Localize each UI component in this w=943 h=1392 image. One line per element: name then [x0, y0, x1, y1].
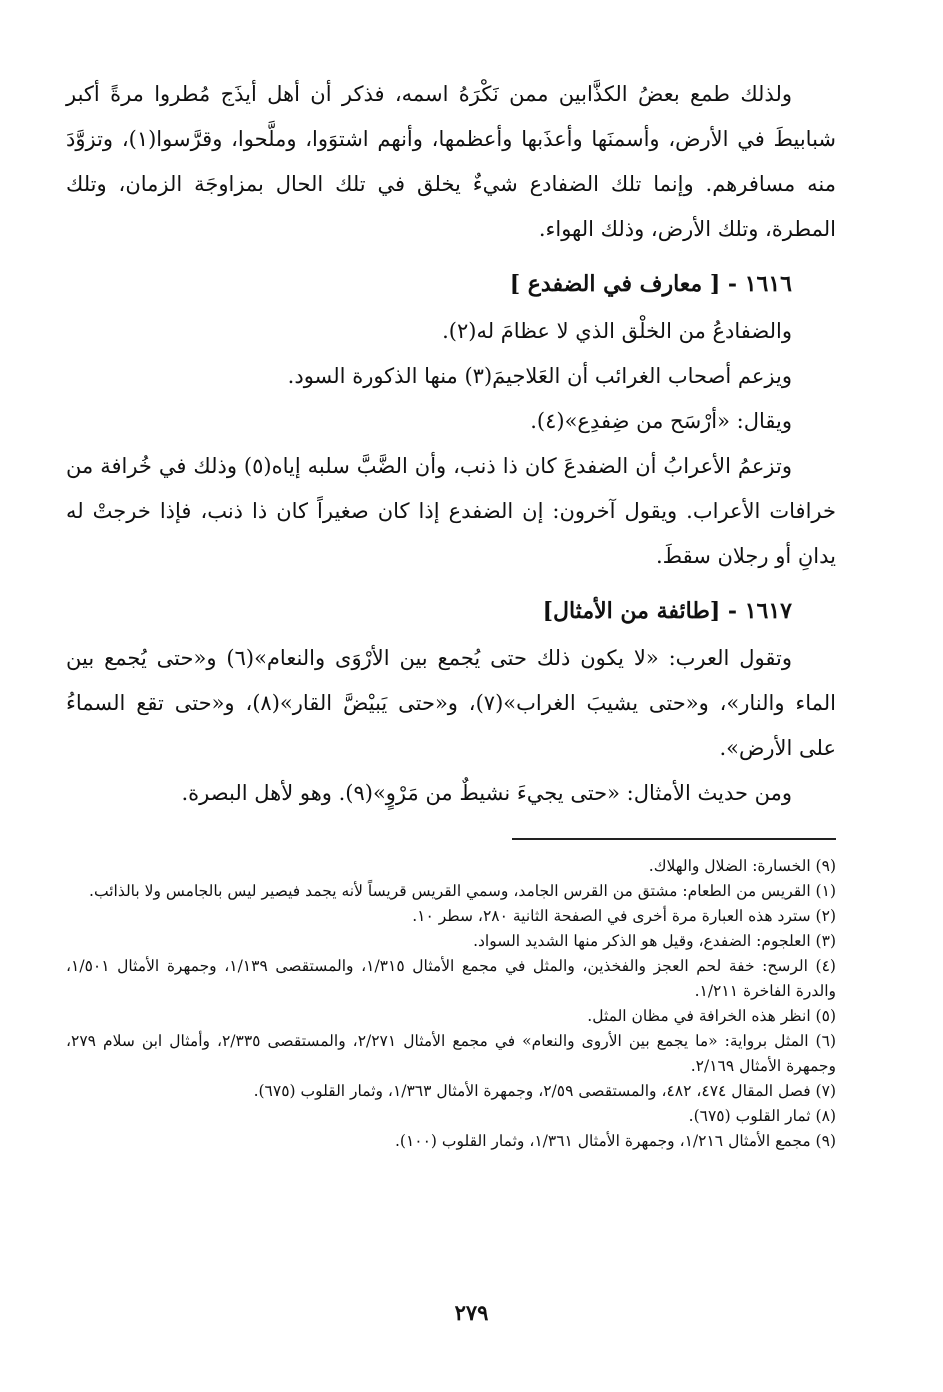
heading-1616: ١٦١٦ - [ معارف في الضفدع ] [509, 271, 792, 297]
paragraph-1616-2: ويزعم أصحاب الغرائب أن العَلاجيمَ(٣) منها الذكورة السود. [287, 364, 792, 388]
footnote: (٩) مجمع الأمثال ١/٢١٦، وجمهرة الأمثال ١/٣٦١، وثمار القلوب (١٠٠). [394, 1132, 836, 1150]
paragraph-1616-4: وتزعمُ الأعرابُ أن الضفدعَ كان ذا ذنب، وأن الضَّبَّ سلبه إياه(٥) وذلك في خُرافة من خرافات الأعراب. ويقول آخرون: إن الضفدع إذا كان صغيراً كان ذا ذنب، فإذا خرجتْ له يدانِ أو رجلان سقطَ. [66, 454, 836, 568]
page-body [66, 72, 836, 1154]
footnote: (٥) انظر هذه الخرافة في مظان المثل. [587, 1007, 836, 1025]
heading-1617: ١٦١٧ - [طائفة من الأمثال] [542, 598, 792, 624]
paragraph-1617-1: وتقول العرب: «لا يكون ذلك حتى يُجمع بين الأرْوَى والنعام»(٦) و«حتى يُجمع بين الماء والنار»، و«حتى يشيبَ الغراب»(٧)، و«حتى يَبيْضَّ القار»(٨)، و«حتى تقع السماءُ على الأرض». [66, 646, 836, 760]
intro-paragraph: ولذلك طمع بعضُ الكذَّابين ممن نَكْرَهُ اسمه، فذكر أن أهل أيذَج مُطروا مرةً أكبر شبابيطَ في الأرض، وأسمنَها وأعذَبها وأعظمها، وأنهم اشتوَوا، وملَّحوا، وقرَّسوا(١)، وتزوَّدَ منه مسافرهم. وإنما تلك الضفادع شيءٌ يخلق في تلك الحال بمزاوجَة الزمان، وتلك المطرة، وتلك الأرض، وذلك الهواء. [66, 82, 836, 241]
footnote: (٤) الرسح: خفة لحم العجز والفخذين، والمثل في مجمع الأمثال ١/٣١٥، والمستقصى ١/١٣٩، وجمهرة الأمثال ١/٥٠١، والدرة الفاخرة ١/٢١١. [66, 957, 836, 1000]
page-number: ٢٧٩ [454, 1300, 489, 1325]
footnote: (٧) فصل المقال ٤٧٤، ٤٨٢، والمستقصى ٢/٥٩، وجمهرة الأمثال ١/٣٦٣، وثمار القلوب (٦٧٥). [253, 1082, 836, 1100]
footnotes [66, 854, 836, 1154]
footnote: (٨) ثمار القلوب (٦٧٥). [688, 1107, 836, 1125]
paragraph-1616-3: ويقال: «أرْسَح من ضِفدِع»(٤). [530, 409, 792, 433]
paragraph-1617-2: ومن حديث الأمثال: «حتى يجيءَ نشيطٌ من مَرْوٍ»(٩). وهو لأهل البصرة. [181, 781, 792, 805]
paragraph-1616-1: والضفادعُ من الخلْق الذي لا عظامَ له(٢). [442, 319, 792, 343]
footnote: (٦) المثل برواية: «ما يجمع بين الأروى والنعام» في مجمع الأمثال ٢/٢٧١، والمستقصى ٢/٣٣٥، وأمثال ابن سلام ٢٧٩، وجمهرة الأمثال ٢/١٦٩. [66, 1032, 836, 1075]
footnote-separator [512, 838, 836, 840]
footnote: (٣) العلجوم: الضفدع، وقيل هو الذكر منها الشديد السواد. [473, 932, 836, 950]
footnote: (٢) سترد هذه العبارة مرة أخرى في الصفحة الثانية ٢٨٠، سطر ١٠. [412, 907, 836, 925]
footnote: (١) القريس من الطعام: مشتق من القرس الجامد، وسمي القريس قريساً لأنه يجمد فيصير ليس بالجامس ولا بالذائب. [89, 882, 836, 900]
footnote: (٩) الخسارة: الضلال والهلاك. [648, 857, 836, 875]
